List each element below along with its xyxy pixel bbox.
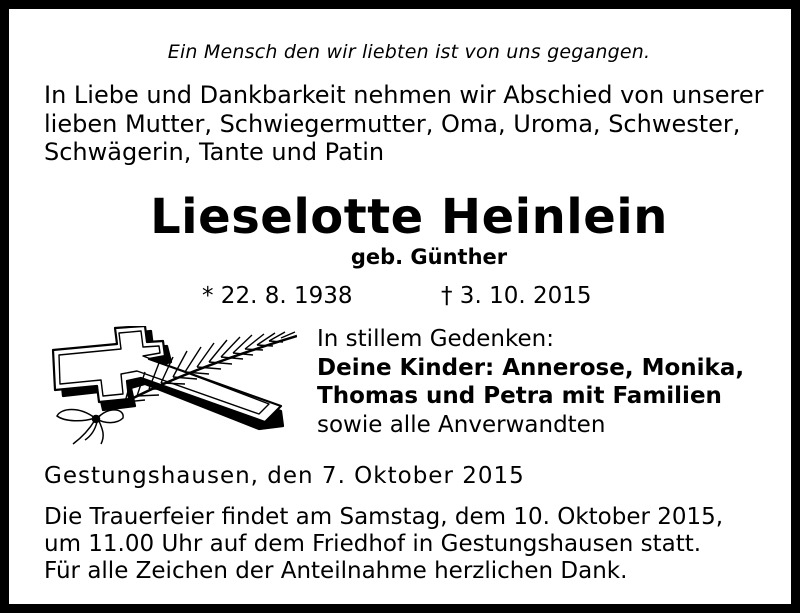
intro-line: lieben Mutter, Schwiegermutter, Oma, Uroma, Schwester, (44, 109, 741, 138)
service-line: Für alle Zeichen der Anteilnahme herzlichen Dank. (44, 558, 628, 584)
death-date: † 3. 10. 2015 (441, 283, 592, 309)
maiden-name: geb. Günther (350, 245, 508, 269)
motto: Ein Mensch den wir liebten ist von uns gegangen. (167, 41, 651, 63)
birth-date: * 22. 8. 1938 (202, 283, 353, 309)
intro-line: Schwägerin, Tante und Patin (44, 138, 385, 166)
mourners-block (317, 325, 744, 439)
cross-with-palm-icon (45, 326, 297, 446)
intro-line: In Liebe und Dankbarkeit nehmen wir Abschied von unserer (44, 81, 764, 109)
mourners-children: Deine Kinder: Annerose, Monika, (317, 354, 745, 381)
mourners-closing: sowie alle Anverwandten (317, 411, 606, 438)
service-info (44, 504, 723, 585)
deceased-name: Lieselotte Heinlein (150, 189, 668, 245)
mourners-children: Thomas und Petra mit Familien (317, 383, 722, 409)
intro-text (44, 81, 784, 167)
service-line: um 11.00 Uhr auf dem Friedhof in Gestungshausen statt. (44, 531, 702, 557)
service-line: Die Trauerfeier findet am Samstag, dem 10. Oktober 2015, (44, 504, 724, 530)
mourners-heading: In stillem Gedenken: (317, 326, 554, 352)
place-date: Gestungshausen, den 7. Oktober 2015 (44, 463, 525, 489)
